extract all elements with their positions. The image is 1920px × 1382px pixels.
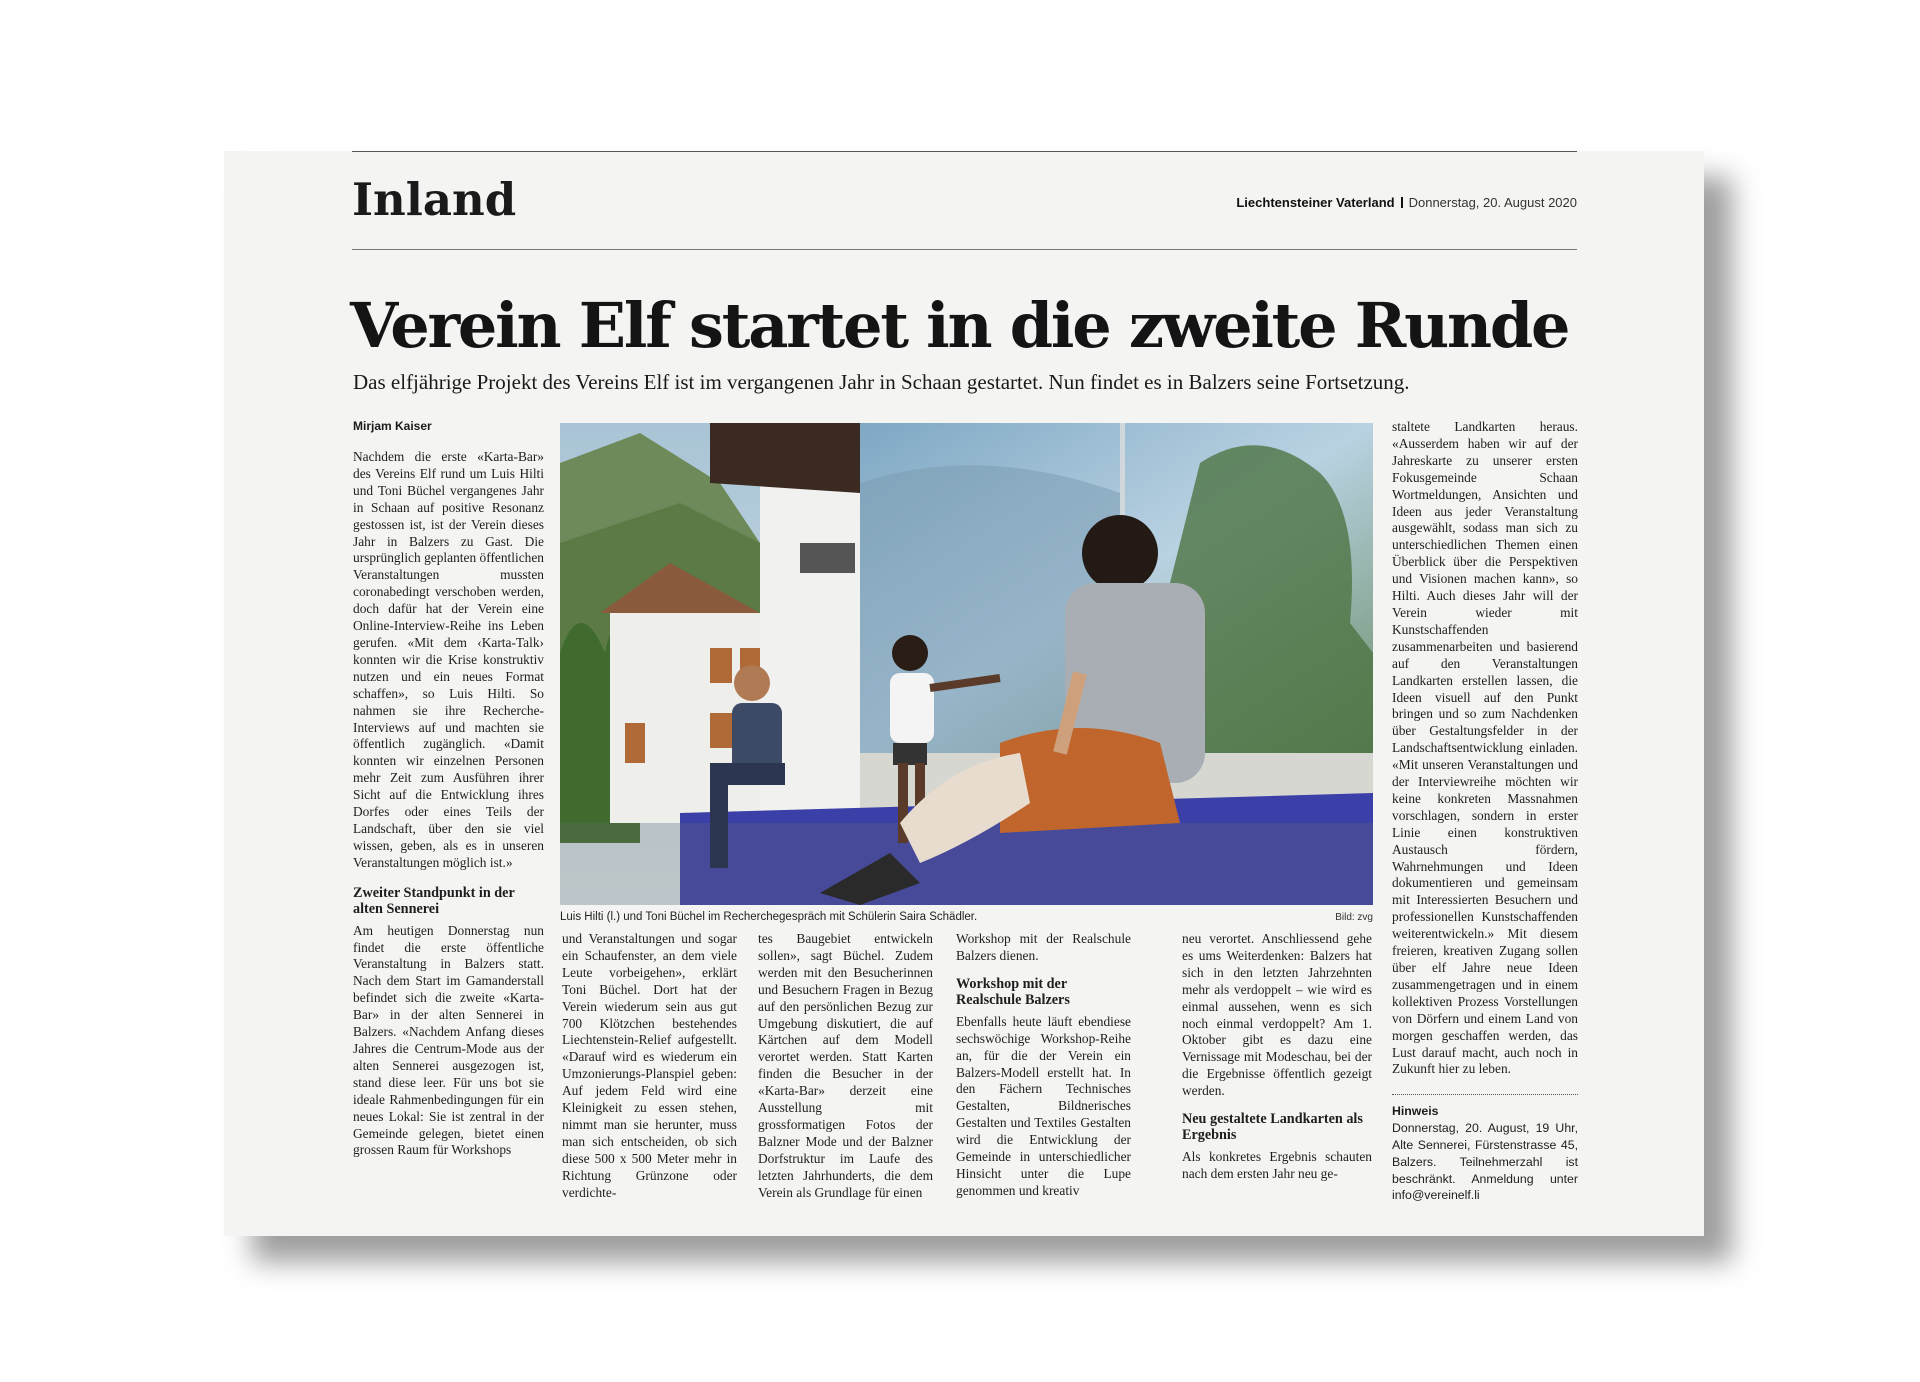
photo-caption <box>560 911 1373 923</box>
paragraph: Workshop mit der Realschule Balzers dienen. <box>956 931 1131 963</box>
info-title: Hinweis <box>1392 1104 1439 1119</box>
top-rule <box>352 151 1577 152</box>
lead-text: Das elfjährige Projekt des Vereins Elf ist im vergangenen Jahr in Schaan gestartet. Nun findet es in Balzers seine Fortsetzung. <box>353 370 1410 394</box>
paragraph: tes Baugebiet entwickeln sollen», sagt Büchel. Zudem werden mit den Besucherinnen und Besuchern Fragen in Bezug auf den persönlichen Bezug zur Umgebung diskutiert, die auf Kärtchen auf dem Modell verortet werden. Statt Karten finden die Besucher in der «Karta-Bar» derzeit eine Ausstellung mit grossformatigen Fotos der Balzner Mode und der Balzner Dorfstruktur im Laufe des letzten Jahrhunderts, die dem Verein als Grundlage für einen <box>758 931 933 1200</box>
subheading: Workshop mit der Realschule Balzers <box>956 975 1070 1008</box>
photo-illustration <box>560 423 1373 905</box>
masthead <box>1236 195 1577 210</box>
paragraph: neu verortet. Anschliessend gehe es ums Weiterdenken: Balzers hat sich in den letzten Jahrzehnten mehr als verdoppelt – wie wird es einmal aussehen, wenn es sich noch einmal verdoppelt? Am 1. Oktober gibt es dazu eine Vernissage mit Modeschau, bei der die Ergebnisse öffentlich gezeigt werden. <box>1182 931 1372 1099</box>
article-column-3 <box>758 931 933 1202</box>
publication-date: Donnerstag, 20. August 2020 <box>1408 195 1577 210</box>
paragraph: Nachdem die erste «Karta-Bar» des Vereins Elf rund um Luis Hilti und Toni Büchel vergangenes Jahr in Schaan auf positive Resonanz gestossen ist, ist der Verein dieses Jahr in Balzers zu Gast. Die ursprünglich geplanten öffentlichen Veranstaltungen mussten coronabedingt verschoben werden, doch dafür hat der Verein eine Online-Interview-Reihe ins Leben gerufen. «Mit dem ‹Karta-Talk› konnten wir die Krise konstruktiv nutzen und ein neues Format schaffen», so Luis Hilti. So nahmen sie ihre Recherche-Interviews auf und machten sie öffentlich zugänglich. «Damit konnten wir einzelnen Personen mehr Zeit zum Ausführen ihrer Sicht auf die Entwicklung ihres Dorfes oder eines Teils der Landschaft, über den sie viel wissen, geben, als es in unseren Veranstaltungen möglich ist.» <box>353 449 544 870</box>
paragraph: Am heutigen Donnerstag nun findet die erste öffentliche Veranstaltung in Balzers statt. Nach dem Start im Gamanderstall befindet sich die zweite «Karta-Bar» in der alten Sennerei in Balzers. «Nachdem Anfang dieses Jahres die Centrum-Mode aus der alten Sennerei ausgezogen ist, stand diese leer. Für uns bot sie ideale Rahmenbedingungen für ein neues Lokal: Sie ist zentral in der Gemeinde gelegen, bietet einen grossen Raum für Workshops <box>353 922 544 1158</box>
article-column-2 <box>562 931 737 1202</box>
paragraph: und Veranstaltungen und sogar ein Schaufenster, an dem viele Leute vorbeigehen», erklärt Toni Büchel. Dort hat der Verein wiederum sein aus gut 700 Klötzchen bestehendes Liechtenstein-Relief aufgestellt. «Darauf wird es wiederum ein Umzonierungs-Planspiel geben: Auf jedem Feld wird eine Kleinigkeit zu essen stehen, nimmt man sie herunter, muss man sich entscheiden, ob sich diese 500 x 500 Meter mehr in Richtung Grünzone oder verdichte- <box>562 931 737 1200</box>
caption-text: Luis Hilti (l.) und Toni Büchel im Recherchegespräch mit Schülerin Saira Schädler. <box>560 911 978 923</box>
section-title: Inland <box>352 173 517 226</box>
subheading: Zweiter Standpunkt in der alten Sennerei <box>353 884 515 917</box>
paragraph: Ebenfalls heute läuft ebendiese sechswöchige Workshop-Reihe an, für die der Verein ein Balzers-Modell erstellt hat. In den Fächern Technisches Gestalten, Bildnerisches Gestalten und Textiles Gestalten wird die Entwicklung der Gemeinde in unterschiedlicher Hinsicht unter die Lupe genommen und kreativ <box>956 1013 1131 1198</box>
article-column-6 <box>1392 419 1578 1204</box>
masthead-separator <box>1401 197 1403 208</box>
publication-name: Liechtensteiner Vaterland <box>1236 195 1395 210</box>
headline: Verein Elf startet in die zweite Runde <box>350 289 1569 362</box>
newspaper-page <box>224 151 1704 1236</box>
subheading: Neu gestaltete Landkarten als Ergebnis <box>1182 1111 1363 1144</box>
article-photo <box>560 423 1373 905</box>
info-box <box>1392 1103 1578 1204</box>
article-column-4 <box>956 931 1131 1200</box>
header-rule <box>352 249 1577 250</box>
paragraph: Als konkretes Ergebnis schauten nach dem ersten Jahr neu ge- <box>1182 1149 1372 1181</box>
author: Mirjam Kaiser <box>353 419 432 433</box>
info-divider <box>1392 1094 1578 1095</box>
article-column-5 <box>1182 931 1372 1183</box>
info-text: Donnerstag, 20. August, 19 Uhr, Alte Sennerei, Fürstenstrasse 45, Balzers. Teilnehmerzahl ist beschränkt. Anmeldung unter info@vereinelf.li <box>1392 1121 1578 1203</box>
photo-credit: Bild: zvg <box>1335 912 1373 923</box>
article-column-1 <box>353 449 544 1159</box>
paragraph: staltete Landkarten heraus. «Ausserdem haben wir auf der Jahreskarte zu unserer ersten Fokusgemeinde Schaan Wortmeldungen, Ansichten und Ideen aus jeder Veranstaltung ausgewählt, sodass man sich zu unterschiedlichen Themen einen Überblick über die Perspektiven und Visionen machen kann», so Hilti. Auch dieses Jahr will der Verein wieder mit Kunstschaffenden zusammenarbeiten und basierend auf den Veranstaltungen Landkarten erstellen lassen, die Ideen visuell auf den Punkt bringen und so zum Nachdenken über Gestaltungsfelder in der Landschaftsentwicklung einladen. «Mit unseren Veranstaltungen und der Interviewreihe möchten wir keine konkreten Massnahmen vorschlagen, sondern in erster Linie einen konstruktiven Austausch fördern, Wahrnehmungen und Ideen dokumentieren und gemeinsam mit Interessierten Besuchern und professionellen Kunstschaffenden weiterentwickeln.» Mit diesem freieren, kreativen Zugang sollen über elf Jahre neue Ideen zusammengetragen und in einem kollektiven Prozess Vorstellungen von Dörfern und einem Land von morgen geschaffen werden, das Lust darauf macht, auch noch in Zukunft hier zu leben. <box>1392 419 1578 1077</box>
